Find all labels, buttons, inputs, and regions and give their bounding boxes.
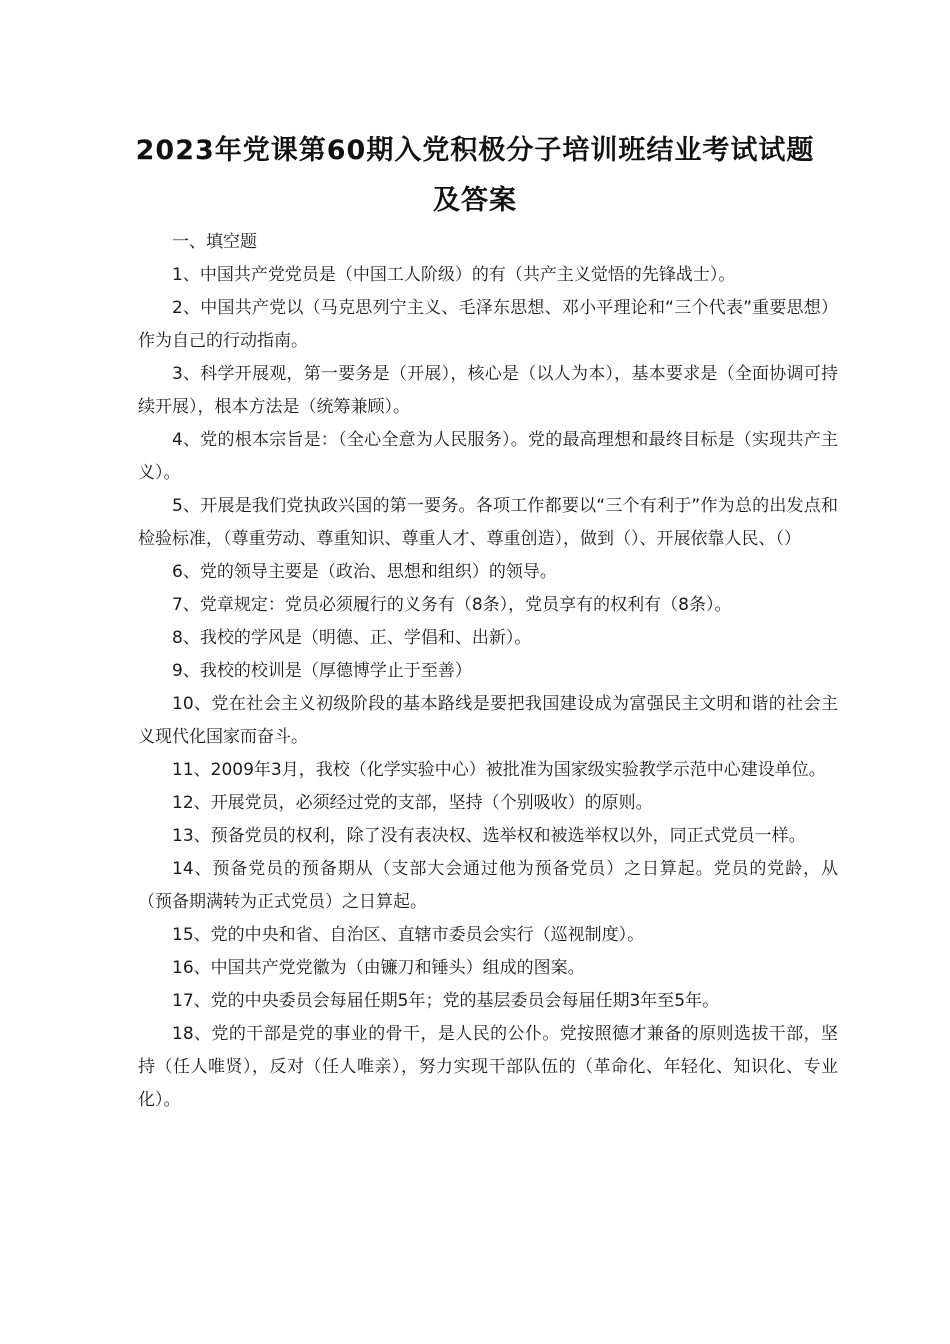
question-item: 9、我校的校训是（厚德博学止于至善） xyxy=(172,661,472,681)
question-item: 6、党的领导主要是（政治、思想和组织）的领导。 xyxy=(172,562,557,582)
question-item: 14、预备党员的预备期从（支部大会通过他为预备党员）之日算起。党员的党龄，从（预备期满转为正式党员）之日算起。 xyxy=(138,859,838,912)
question-item: 17、党的中央委员会每届任期5年；党的基层委员会每届任期3年至5年。 xyxy=(172,991,720,1011)
question-item: 1、中国共产党党员是（中国工人阶级）的有（共产主义觉悟的先锋战士）。 xyxy=(172,265,736,285)
question-item: 8、我校的学风是（明德、正、学倡和、出新）。 xyxy=(172,628,532,648)
question-item: 12、开展党员，必须经过党的支部，坚持（个别吸收）的原则。 xyxy=(172,793,653,813)
document-title: 2023年党课第60期入党积极分子培训班结业考试试题 xyxy=(135,135,815,166)
question-item: 10、党在社会主义初级阶段的基本路线是要把我国建设成为富强民主文明和谐的社会主义现代化国家而奋斗。 xyxy=(138,694,838,747)
question-item: 2、中国共产党以（马克思列宁主义、毛泽东思想、邓小平理论和“三个代表”重要思想）作为自己的行动指南。 xyxy=(138,298,838,351)
question-item: 11、2009年3月，我校（化学实验中心）被批准为国家级实验教学示范中心建设单位。 xyxy=(172,760,826,780)
question-item: 4、党的根本宗旨是：（全心全意为人民服务）。党的最高理想和最终目标是（实现共产主义）。 xyxy=(138,430,838,483)
question-item: 5、开展是我们党执政兴国的第一要务。各项工作都要以“三个有利于”作为总的出发点和检验标准，（尊重劳动、尊重知识、尊重人才、尊重创造），做到（）、开展依靠人民、（） xyxy=(138,496,838,549)
question-item: 16、中国共产党党徽为（由镰刀和锤头）组成的图案。 xyxy=(172,958,585,978)
question-item: 18、党的干部是党的事业的骨干，是人民的公仆。党按照德才兼备的原则选拔干部，坚持（任人唯贤），反对（任人唯亲），努力实现干部队伍的（革命化、年轻化、知识化、专业化）。 xyxy=(138,1024,838,1110)
section-heading: 一、填空题 xyxy=(172,232,257,252)
question-item: 13、预备党员的权利，除了没有表决权、选举权和被选举权以外，同正式党员一样。 xyxy=(172,826,806,846)
question-item: 15、党的中央和省、自治区、直辖市委员会实行（巡视制度）。 xyxy=(172,925,645,945)
question-item: 3、科学开展观，第一要务是（开展），核心是（以人为本），基本要求是（全面协调可持续开展），根本方法是（统筹兼顾）。 xyxy=(138,364,838,417)
document-title-continued: 及答案 xyxy=(433,185,517,216)
document-body xyxy=(138,226,838,1117)
question-item: 7、党章规定：党员必须履行的义务有（8条），党员享有的权利有（8条）。 xyxy=(172,595,732,615)
